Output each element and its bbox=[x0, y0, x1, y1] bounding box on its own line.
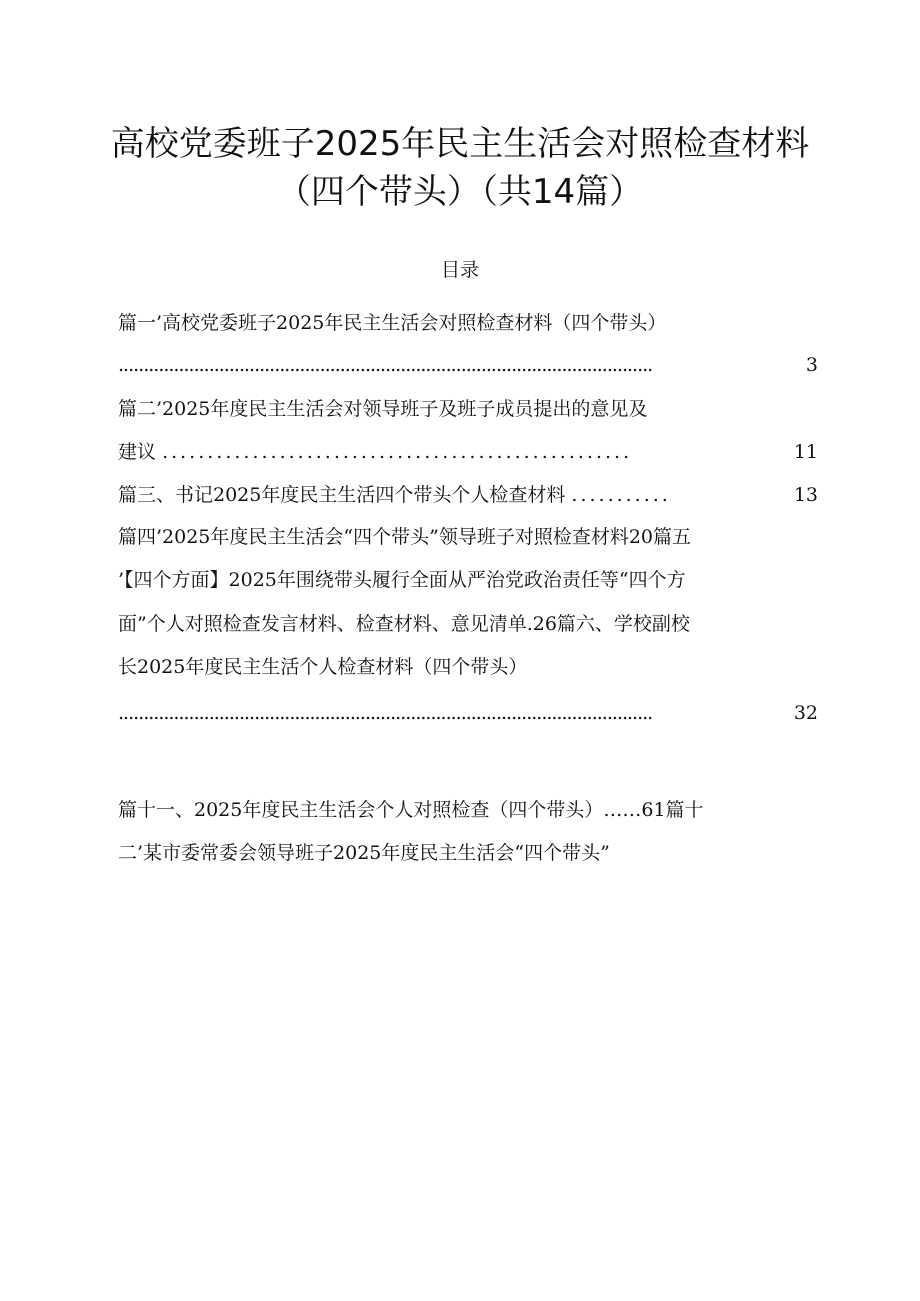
toc-entry-2-title[interactable]: 篇二’2025年度民主生活会对领导班子及班子成员提出的意见及 bbox=[118, 398, 648, 420]
toc-heading: 目录 bbox=[440, 259, 479, 281]
toc-entry-4-line-4[interactable]: 长2025年度民主生活个人检查材料（四个带头） bbox=[118, 656, 528, 678]
toc-entry-3-title: 篇三、书记2025年度民主生活四个带头个人检查材料 bbox=[118, 484, 566, 506]
toc-entry-2-leader[interactable] bbox=[118, 437, 818, 467]
toc-entry-2-dots: .................................................... bbox=[162, 441, 633, 463]
toc-entry-6-dots: .......................................................................................................... bbox=[118, 702, 653, 724]
document-title-line-2: （四个带头）（共14篇） bbox=[276, 172, 644, 212]
toc-entry-2-title-cont: 建议 bbox=[118, 441, 157, 463]
toc-entry-3[interactable] bbox=[118, 480, 818, 510]
toc-entry-4-line-1[interactable]: 篇四’2025年度民主生活会“四个带头”领导班子对照检查材料20篇五 bbox=[118, 526, 691, 548]
toc-entry-6-leader[interactable] bbox=[118, 698, 818, 728]
toc-entry-6-page: 32 bbox=[792, 698, 818, 728]
toc-entry-11-line-2[interactable]: 二’某市委常委会领导班子2025年度民主生活会“四个带头” bbox=[118, 842, 610, 864]
toc-entry-1-title[interactable]: 篇一’高校党委班子2025年民主生活会对照检查材料（四个带头） bbox=[118, 312, 667, 334]
toc-entry-1-dots: .......................................................................................................... bbox=[118, 354, 653, 376]
toc-entry-4-line-3[interactable]: 面”个人对照检查发言材料、检查材料、意见清单.26篇六、学校副校 bbox=[118, 613, 690, 635]
toc-entry-2-page: 11 bbox=[792, 437, 818, 467]
toc-entry-1-page: 3 bbox=[804, 350, 818, 380]
toc-entry-11-line-1[interactable]: 篇十一、2025年度民主生活会个人对照检查（四个带头）……61篇十 bbox=[118, 799, 704, 821]
toc-entry-3-dots: ........... bbox=[571, 484, 671, 506]
toc-entry-1-leader[interactable] bbox=[118, 350, 818, 380]
toc-entry-4-line-2[interactable]: ’【四个方面】2025年围绕带头履行全面从严治党政治责任等“四个方 bbox=[118, 569, 686, 591]
document-title-line-1: 高校党委班子2025年民主生活会对照检查材料 bbox=[110, 124, 810, 164]
toc-entry-3-page: 13 bbox=[792, 480, 818, 510]
